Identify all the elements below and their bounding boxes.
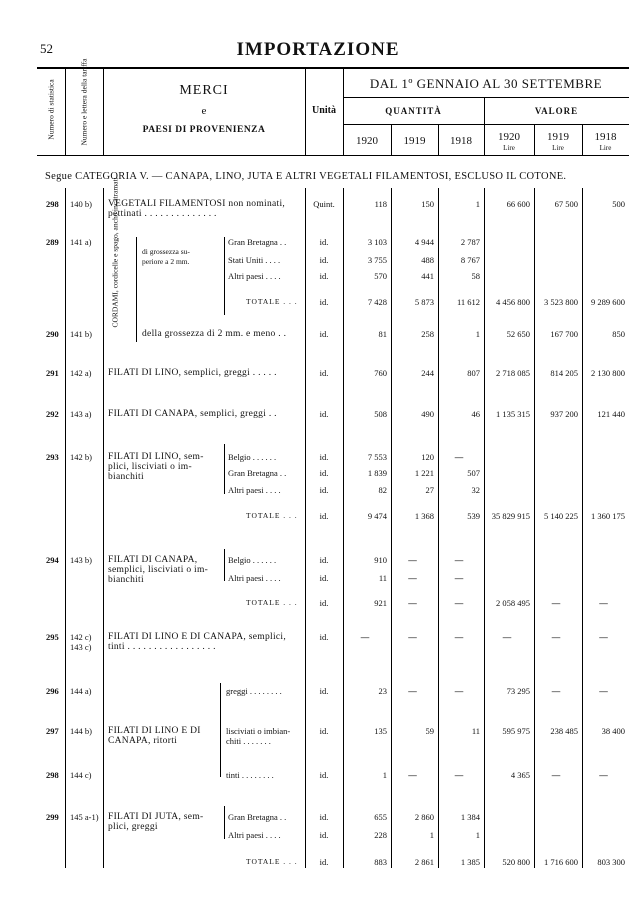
row-stat-number: 292 xyxy=(46,409,59,419)
row-total-label: TOTALE . . . xyxy=(246,297,298,306)
row-quantity: 27 xyxy=(425,485,434,495)
row-unit: id. xyxy=(319,573,329,583)
row-quantity: 2 787 xyxy=(460,237,480,247)
brace xyxy=(224,806,225,839)
row-value: — xyxy=(551,686,561,696)
row-unit: id. xyxy=(319,468,329,478)
header-lire-2: Lire xyxy=(552,144,564,152)
row-value: 500 xyxy=(612,199,625,209)
row-quantity: 2 860 xyxy=(414,812,434,822)
row-unit: id. xyxy=(319,255,329,265)
row-quantity: 910 xyxy=(374,555,387,565)
row-value: 52 650 xyxy=(506,329,530,339)
row-unit: id. xyxy=(319,555,329,565)
row-quantity: 760 xyxy=(374,368,387,378)
row-quantity: — xyxy=(454,770,464,780)
row-country: Altri paesi . . . . xyxy=(228,485,281,495)
row-country: Gran Bretagna . . xyxy=(228,237,287,247)
row-country: Altri paesi . . . . xyxy=(228,573,281,583)
row-description: bianchiti xyxy=(108,575,144,585)
row-description: bianchiti xyxy=(108,472,144,482)
header-num-stat: Numero di statistica xyxy=(46,79,56,140)
header-merci: MERCI xyxy=(179,83,229,98)
row-unit: id. xyxy=(319,271,329,281)
row-country: Stati Uniti . . . . xyxy=(228,255,281,265)
row-tariff-code: 142 b) xyxy=(70,452,92,462)
row-quantity: 1 xyxy=(429,830,434,840)
row-quantity: 1 384 xyxy=(460,812,480,822)
header-lire-3: Lire xyxy=(599,144,612,152)
row-quantity: — xyxy=(408,598,417,608)
row-quantity: 7 428 xyxy=(367,297,387,307)
row-value: 66 600 xyxy=(506,199,530,209)
row-value: 814 205 xyxy=(550,368,578,378)
row-quantity: 5 873 xyxy=(414,297,434,307)
page-number: 52 xyxy=(40,41,53,56)
header-lire-1: Lire xyxy=(503,144,515,152)
row-description: di grossezza su- xyxy=(142,247,190,256)
row-unit: id. xyxy=(319,857,329,867)
row-country: greggi . . . . . . . . xyxy=(226,686,282,696)
row-description: tinti . . . . . . . . . . . . . . . . . xyxy=(108,642,216,652)
row-quantity: — xyxy=(454,598,464,608)
brace xyxy=(136,237,137,342)
row-description: FILATI DI CANAPA, xyxy=(108,555,198,565)
row-country: Gran Bretagna . . xyxy=(228,812,287,822)
row-quantity: 244 xyxy=(421,368,434,378)
row-tariff-code: 142 a) xyxy=(70,368,92,378)
row-value: 67 500 xyxy=(554,199,578,209)
row-unit: id. xyxy=(319,830,329,840)
col-rule xyxy=(103,188,104,868)
row-tariff-code: 141 a) xyxy=(70,237,92,247)
row-unit: id. xyxy=(319,726,329,736)
row-quantity: 1 xyxy=(475,329,480,339)
header-year-v1: 1920 xyxy=(498,131,520,143)
row-value: 2 058 495 xyxy=(496,598,530,608)
row-quantity: — xyxy=(408,686,417,696)
row-description: semplici, lisciviati o im- xyxy=(108,565,209,575)
row-country: Belgio . . . . . . xyxy=(228,555,277,565)
row-tariff-code: 145 a-1) xyxy=(70,812,99,822)
row-quantity: 508 xyxy=(374,409,387,419)
row-value: 167 700 xyxy=(550,329,578,339)
row-quantity: 9 474 xyxy=(367,511,387,521)
row-quantity: — xyxy=(454,573,464,583)
page-title: IMPORTAZIONE xyxy=(236,39,400,60)
row-stat-number: 298 xyxy=(46,199,59,209)
row-quantity: 4 944 xyxy=(414,237,434,247)
row-description: FILATI DI LINO E DI CANAPA, semplici, xyxy=(108,632,287,642)
row-value: — xyxy=(599,598,608,608)
row-stat-number: 291 xyxy=(46,368,59,378)
header-year-q2: 1919 xyxy=(403,135,426,147)
row-value: 73 295 xyxy=(506,686,530,696)
row-value: 38 400 xyxy=(601,726,625,736)
row-value: 4 365 xyxy=(510,770,530,780)
col-rule xyxy=(343,188,344,868)
table-header xyxy=(37,58,629,156)
row-country: Altri paesi . . . . xyxy=(228,830,281,840)
row-stat-number: 290 xyxy=(46,329,59,339)
row-quantity: 11 612 xyxy=(456,297,480,307)
row-quantity: 258 xyxy=(421,329,434,339)
row-value: — xyxy=(551,632,561,642)
row-value: — xyxy=(599,686,608,696)
row-value: 2 718 085 xyxy=(496,368,530,378)
row-quantity: 150 xyxy=(421,199,434,209)
row-total-label: TOTALE . . . xyxy=(246,598,298,607)
row-value: 1 716 600 xyxy=(544,857,578,867)
row-quantity: 46 xyxy=(471,409,480,419)
row-value: 803 300 xyxy=(597,857,625,867)
row-quantity: 655 xyxy=(374,812,387,822)
section-heading: Segue CATEGORIA V. — CANAPA, LINO, JUTA E ALTRI VEGETALI FILAMENTOSI, ESCLUSO IL COTONE. xyxy=(45,171,567,182)
row-quantity: 570 xyxy=(374,271,387,281)
row-stat-number: 296 xyxy=(46,686,59,696)
row-quantity: 118 xyxy=(374,199,387,209)
row-unit: id. xyxy=(319,812,329,822)
col-rule xyxy=(582,188,583,868)
row-quantity: 59 xyxy=(425,726,434,736)
row-total-label: TOTALE . . . xyxy=(246,511,298,520)
brace xyxy=(220,683,221,777)
row-quantity: 3 103 xyxy=(367,237,387,247)
row-quantity: 11 xyxy=(378,573,387,583)
brace xyxy=(224,237,225,315)
header-year-v2: 1919 xyxy=(547,131,569,143)
header-unita: Unità xyxy=(312,105,336,116)
row-value: 850 xyxy=(612,329,625,339)
row-quantity: 1 385 xyxy=(460,857,480,867)
row-unit: id. xyxy=(319,329,329,339)
col-rule xyxy=(65,188,66,868)
row-quantity: 921 xyxy=(374,598,387,608)
col-rule xyxy=(438,188,439,868)
row-unit: id. xyxy=(319,632,329,642)
row-unit: id. xyxy=(319,452,329,462)
row-quantity: 8 767 xyxy=(460,255,480,265)
row-description: FILATI DI LINO, sem- xyxy=(108,452,204,462)
row-description: FILATI DI CANAPA, semplici, greggi . . xyxy=(108,409,277,419)
row-value: 520 800 xyxy=(502,857,530,867)
row-quantity: 1 221 xyxy=(414,468,434,478)
row-quantity: 807 xyxy=(467,368,480,378)
row-value: 9 289 600 xyxy=(591,297,625,307)
header-year-v3: 1918 xyxy=(594,131,617,143)
row-unit: id. xyxy=(319,770,329,780)
row-unit: id. xyxy=(319,485,329,495)
row-quantity: 81 xyxy=(378,329,387,339)
row-quantity: 1 xyxy=(382,770,387,780)
col-rule xyxy=(305,188,306,868)
row-country: lisciviati o imbian- xyxy=(226,726,291,736)
row-country: Gran Bretagna . . xyxy=(228,468,287,478)
row-description: della grossezza di 2 mm. e meno . . xyxy=(142,329,287,339)
row-unit: Quint. xyxy=(313,199,335,209)
row-value: 937 200 xyxy=(550,409,578,419)
row-value: 4 456 800 xyxy=(496,297,530,307)
row-tariff-code: 144 b) xyxy=(70,726,92,736)
row-quantity: 7 553 xyxy=(367,452,387,462)
row-total-label: TOTALE . . . xyxy=(246,857,298,866)
row-country: tinti . . . . . . . . xyxy=(226,770,274,780)
row-value: — xyxy=(551,770,561,780)
row-stat-number: 293 xyxy=(46,452,59,462)
row-unit: id. xyxy=(319,297,329,307)
row-value: 35 829 915 xyxy=(491,511,530,521)
row-description: FILATI DI LINO E DI xyxy=(108,726,201,736)
row-quantity: — xyxy=(454,686,464,696)
row-tariff-code: 142 c) xyxy=(70,632,92,642)
row-description: CANAPA, ritorti xyxy=(108,736,178,746)
row-stat-number: 295 xyxy=(46,632,59,642)
row-quantity: 1 839 xyxy=(367,468,387,478)
row-value: 121 440 xyxy=(597,409,625,419)
row-stat-number: 289 xyxy=(46,237,59,247)
header-year-q1: 1920 xyxy=(356,135,378,147)
row-country: chiti . . . . . . . xyxy=(226,736,271,746)
row-description: FILATI DI LINO, semplici, greggi . . . . . xyxy=(108,368,277,378)
row-value: 3 523 800 xyxy=(544,297,578,307)
row-description: VEGETALI FILAMENTOSI non nominati, xyxy=(108,199,286,209)
row-quantity: 1 368 xyxy=(414,511,434,521)
row-unit: id. xyxy=(319,409,329,419)
row-value: 1 135 315 xyxy=(496,409,530,419)
row-quantity: 539 xyxy=(467,511,480,521)
row-unit: id. xyxy=(319,511,329,521)
row-quantity: 11 xyxy=(471,726,480,736)
row-quantity: — xyxy=(454,555,464,565)
row-tariff-code: 143 a) xyxy=(70,409,92,419)
row-value: — xyxy=(599,770,608,780)
row-quantity: 507 xyxy=(467,468,480,478)
row-quantity: 82 xyxy=(378,485,387,495)
row-quantity: 488 xyxy=(421,255,434,265)
row-tariff-code: 144 a) xyxy=(70,686,92,696)
header-year-q3: 1918 xyxy=(450,135,472,147)
row-tariff-code: 141 b) xyxy=(70,329,92,339)
header-valore: VALORE xyxy=(534,106,579,116)
row-description: FILATI DI JUTA, sem- xyxy=(108,812,204,822)
col-rule xyxy=(484,188,485,868)
row-quantity: 58 xyxy=(471,271,480,281)
row-tariff-code: 144 c) xyxy=(70,770,92,780)
row-value: 1 360 175 xyxy=(591,511,625,521)
row-country: Altri paesi . . . . xyxy=(228,271,281,281)
row-quantity: 1 xyxy=(475,830,480,840)
row-stat-number: 297 xyxy=(46,726,59,736)
row-value: 595 975 xyxy=(502,726,530,736)
row-description: pettinati . . . . . . . . . . . . . . xyxy=(108,209,217,219)
row-quantity: — xyxy=(454,632,464,642)
row-quantity: — xyxy=(454,452,464,462)
row-quantity: 228 xyxy=(374,830,387,840)
row-value: — xyxy=(502,632,512,642)
row-quantity: — xyxy=(408,632,417,642)
row-quantity: 490 xyxy=(421,409,434,419)
row-country: Belgio . . . . . . xyxy=(228,452,277,462)
row-unit: id. xyxy=(319,368,329,378)
row-tariff-code: 143 c) xyxy=(70,642,92,652)
header-period: DAL 1º GENNAIO AL 30 SETTEMBRE xyxy=(369,76,603,91)
row-quantity: 135 xyxy=(374,726,387,736)
row-quantity: 2 861 xyxy=(414,857,434,867)
row-quantity: — xyxy=(408,555,417,565)
row-quantity: 120 xyxy=(421,452,434,462)
col-rule xyxy=(534,188,535,868)
row-description: plici, lisciviati o im- xyxy=(108,462,192,472)
row-tariff-code: 140 b) xyxy=(70,199,92,209)
row-value: — xyxy=(551,598,561,608)
row-stat-number: 298 xyxy=(46,770,59,780)
row-value: — xyxy=(599,632,608,642)
row-value: 2 130 800 xyxy=(591,368,625,378)
row-quantity: 32 xyxy=(471,485,480,495)
row-quantity: 23 xyxy=(378,686,387,696)
row-quantity: — xyxy=(360,632,370,642)
header-num-tariffa: Numero e lettera della tariffa xyxy=(79,58,89,146)
row-quantity: 441 xyxy=(421,271,434,281)
row-stat-number: 294 xyxy=(46,555,59,565)
row-unit: id. xyxy=(319,686,329,696)
row-tariff-code: 143 b) xyxy=(70,555,92,565)
cordami-label: CORDAMI, cordicelle e spago, anche incatramati xyxy=(110,177,120,328)
row-description: plici, greggi xyxy=(108,822,158,832)
header-quantita: QUANTITÀ xyxy=(385,106,442,116)
row-unit: id. xyxy=(319,237,329,247)
header-paesi: PAESI DI PROVENIENZA xyxy=(142,125,266,135)
brace xyxy=(224,549,225,581)
row-description: periore a 2 mm. xyxy=(142,257,190,266)
row-unit: id. xyxy=(319,598,329,608)
col-rule xyxy=(391,188,392,868)
row-quantity: 1 xyxy=(475,199,480,209)
brace xyxy=(224,444,225,494)
header-e: e xyxy=(201,105,207,117)
row-quantity: 883 xyxy=(374,857,387,867)
row-value: 5 140 225 xyxy=(544,511,578,521)
row-quantity: — xyxy=(408,770,417,780)
row-quantity: 3 755 xyxy=(367,255,387,265)
row-value: 238 485 xyxy=(550,726,578,736)
row-stat-number: 299 xyxy=(46,812,59,822)
row-quantity: — xyxy=(408,573,417,583)
